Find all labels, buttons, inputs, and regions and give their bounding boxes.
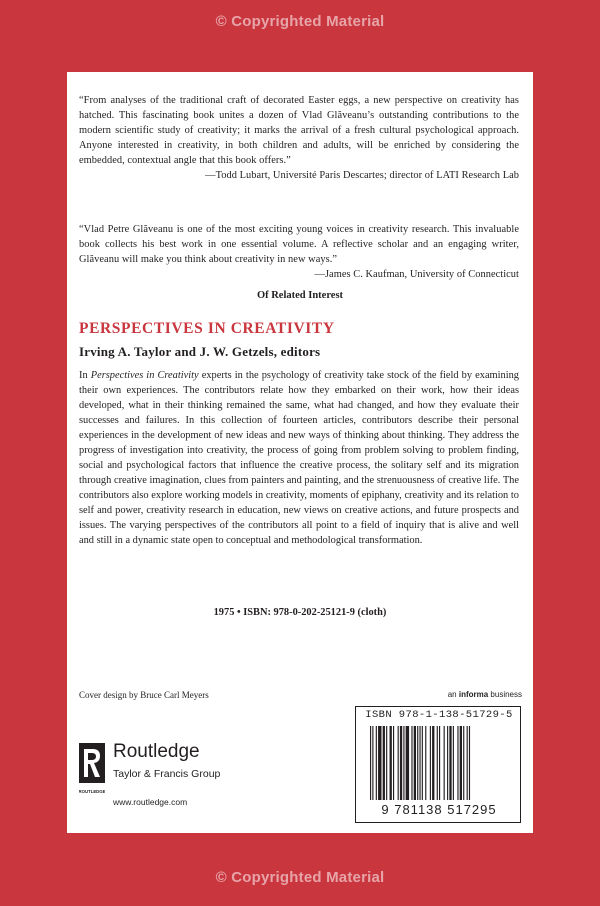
- informa-prefix: an: [447, 690, 459, 699]
- publisher-name: Routledge: [113, 741, 200, 762]
- barcode-bar: [444, 726, 445, 800]
- barcode-digits: 9 781138 517295: [381, 802, 497, 817]
- barcode-bar: [447, 726, 448, 800]
- quote-attribution: —James C. Kaufman, University of Connecticut: [314, 269, 519, 280]
- barcode-bar: [370, 726, 371, 800]
- barcode-bar: [437, 726, 438, 800]
- barcode-bar: [457, 726, 458, 800]
- desc-body: experts in the psychology of creativity take stock of the field by examining their own experiences. The contributors relate how they embarked on their work, how their ideas developed, what in their thinking remained the same, what had changed, and how they evaluate their successes and failures. In this collection of fourteen articles, contributors describe their personal experiences in the development of new ideas and new ways of thinking about thinking. They address the progress of investigation into creativity, the process of going from problem solving to problem finding, social and psychological factors that influence the creative process, the solitary self and its migration through creative imagination, clues from painters and painting, and the strenuousness of creative life. The contributors also explore working models in creativity, moments of epiphany, creativity and its relation to self and power, creativity research in education, new views on creative actions, and future prospects and issues. The varying perspectives of the contributors all point to a field of inquiry that is alive and well and still in a dynamic state open to conceptual and methodological transformation.: [79, 370, 520, 546]
- informa-brand: informa: [458, 690, 489, 699]
- barcode-isbn-text: ISBN 978-1-138-51729-5: [365, 709, 513, 721]
- barcode-bar: [425, 726, 426, 800]
- publisher-url: www.routledge.com: [113, 797, 188, 807]
- quote-attribution: —Todd Lubart, Université Paris Descartes; director of LATI Research Lab: [205, 170, 519, 181]
- barcode-bar: [386, 726, 387, 800]
- barcode-bar: [432, 726, 434, 800]
- barcode-bar: [463, 726, 464, 800]
- cover-design-credit: Cover design by Bruce Carl Meyers: [79, 690, 209, 700]
- barcode-bar: [467, 726, 468, 800]
- barcode-bar: [376, 726, 377, 800]
- barcode-bar: [383, 726, 385, 800]
- barcode-bar: [453, 726, 454, 800]
- barcode-bar: [398, 726, 399, 800]
- endorsement-quote-2: [79, 222, 519, 282]
- barcode-bar: [400, 726, 402, 800]
- related-book-title: PERSPECTIVES IN CREATIVITY: [79, 320, 335, 337]
- barcode-bar: [419, 726, 420, 800]
- barcode-bar: [449, 726, 451, 800]
- barcode-bar: [422, 726, 423, 800]
- barcode-icon: [364, 726, 514, 802]
- barcode-bar: [417, 726, 418, 800]
- quote-text: “From analyses of the traditional craft of decorated Easter eggs, a new perspective on creativity has hatched. This fascinating book unites a dozen of Vlad Glăveanu’s outstanding contributions to the modern scientific study of creativity; it marks the arrival of a fresh cultural psychological approach. Anyone interested in creativity, in both children and adults, will be enriched by considering the embedded, contextual angle that this book offers.”: [79, 95, 519, 166]
- informa-business-line: [412, 690, 522, 699]
- barcode-bar: [372, 726, 373, 800]
- barcode-bar: [430, 726, 431, 800]
- back-cover-panel: [67, 72, 533, 833]
- barcode-bar: [460, 726, 462, 800]
- desc-intro: In: [79, 370, 91, 381]
- routledge-logo-icon: [79, 743, 105, 799]
- desc-book-title: Perspectives in Creativity: [90, 370, 199, 381]
- barcode-bar: [414, 726, 416, 800]
- related-interest-heading: Of Related Interest: [256, 290, 344, 301]
- barcode-bar: [403, 726, 404, 800]
- endorsement-quote-1: [79, 93, 519, 183]
- barcode-bar: [411, 726, 412, 800]
- related-book-editors: Irving A. Taylor and J. W. Getzels, editors: [79, 344, 321, 359]
- barcode-bar: [406, 726, 409, 800]
- related-book-description: [79, 368, 519, 548]
- informa-suffix: business: [488, 690, 522, 699]
- copyright-watermark-bottom: © Copyrighted Material: [215, 869, 385, 886]
- quote-text: “Vlad Petre Glăveanu is one of the most exciting young voices in creativity research. This invaluable book collects his best work in one essential volume. A reflective scholar and an engaging writer, Glăveanu will make you think about creativity in new ways.”: [79, 224, 519, 265]
- publisher-group: Taylor & Francis Group: [113, 768, 221, 780]
- barcode-bar: [393, 726, 394, 800]
- barcode-bar: [390, 726, 392, 800]
- barcode-bar: [439, 726, 440, 800]
- related-book-isbn: 1975 • ISBN: 978-0-202-25121-9 (cloth): [213, 607, 387, 618]
- barcode-block: [355, 706, 521, 823]
- barcode-bar: [469, 726, 470, 800]
- barcode-bar: [378, 726, 381, 800]
- copyright-watermark-top: © Copyrighted Material: [215, 13, 385, 30]
- logo-wordmark: ROUTLEDGE: [79, 789, 105, 794]
